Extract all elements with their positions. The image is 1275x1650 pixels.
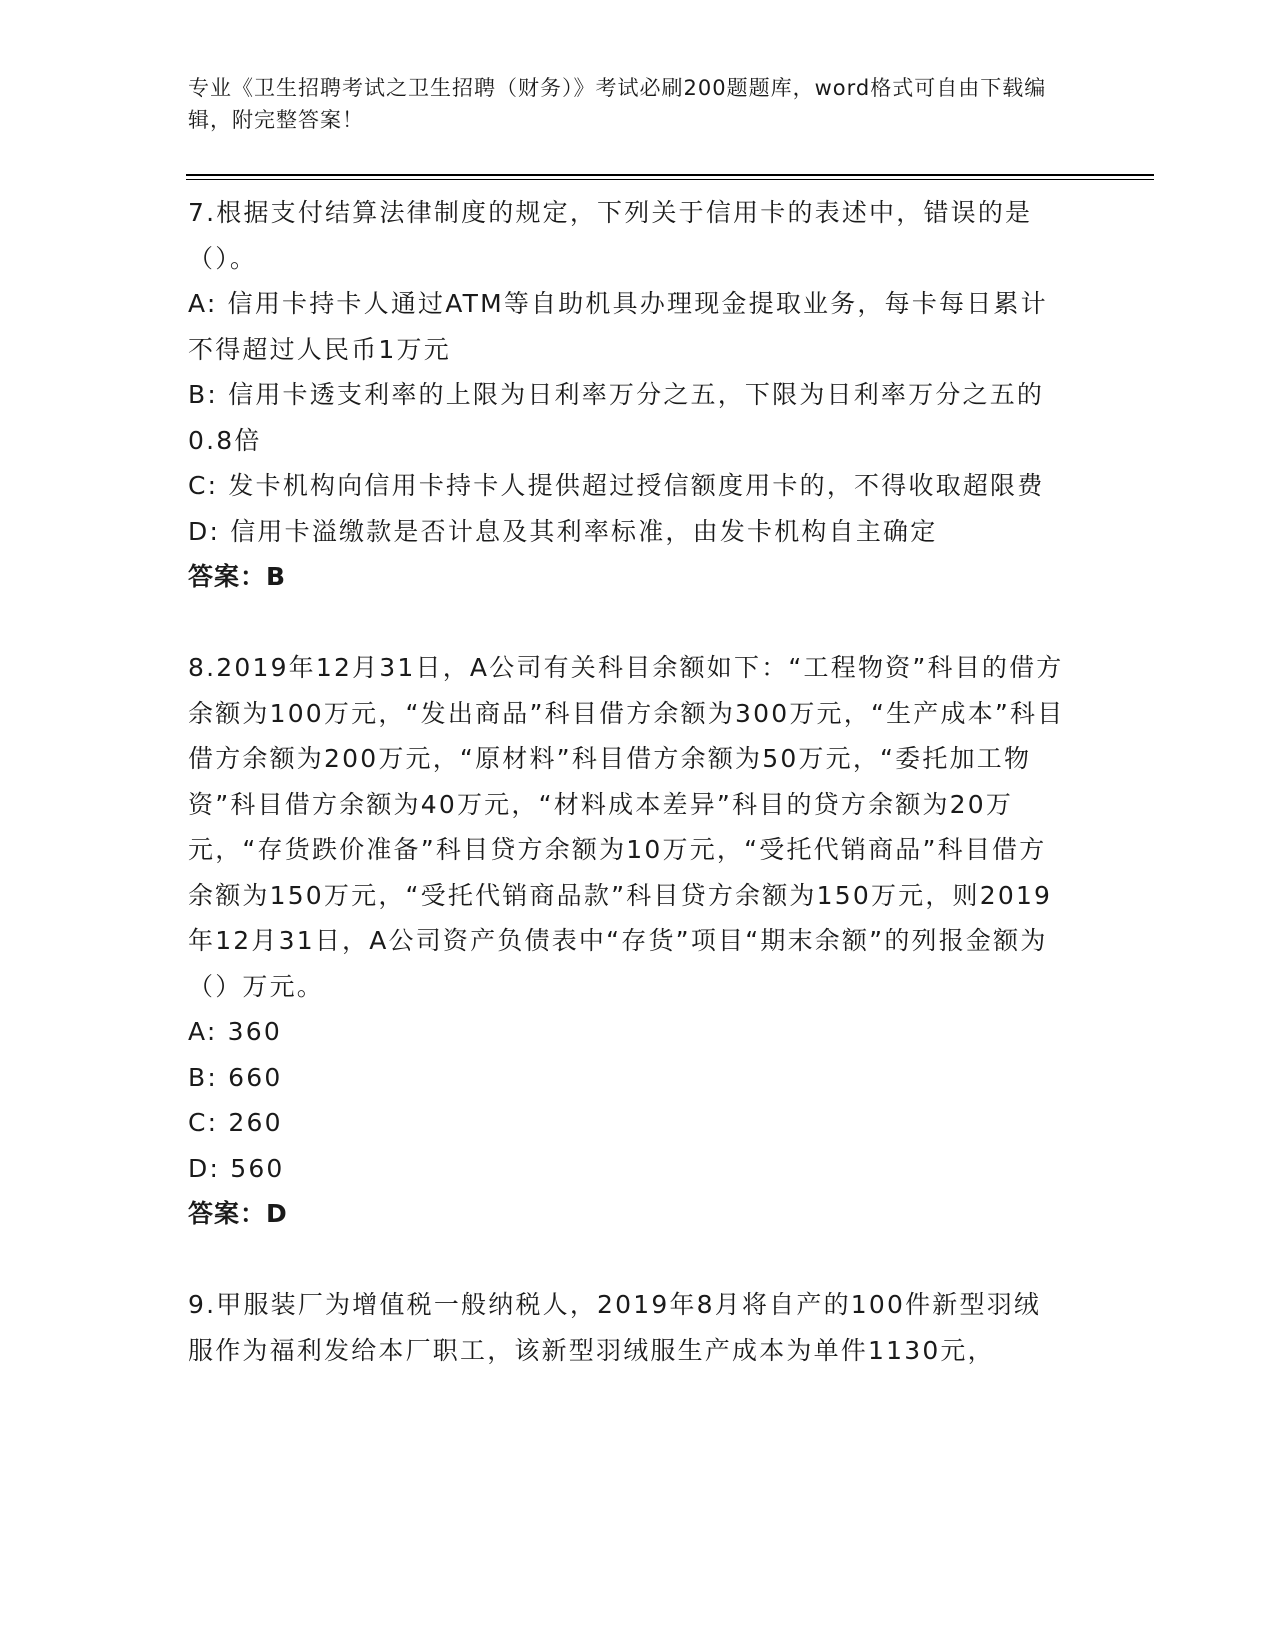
question-stem: 9.甲服装厂为增值税一般纳税人，2019年8月将自产的100件新型羽绒服作为福利发给本厂职工，该新型羽绒服生产成本为单件1130元， [188,1290,1042,1365]
page-header [188,72,1068,136]
option-a: A: 360 [188,1017,282,1046]
document-title: 专业《卫生招聘考试之卫生招聘（财务）》考试必刷200题题库，word格式可自由下载编辑，附完整答案！ [188,76,1047,132]
option-c: C: 260 [188,1108,283,1137]
option-d: D: 560 [188,1153,285,1183]
question-list [188,190,1068,1373]
question-stem: 7.根据支付结算法律制度的规定，下列关于信用卡的表述中，错误的是（）。 [188,198,1033,273]
question-8 [188,645,1068,1237]
question-stem: 8.2019年12月31日，A公司有关科目余额如下：“工程物资”科目的借方余额为100万元，“发出商品”科目借方余额为300万元，“生产成本”科目借方余额为200万元，“原材料”科目借方余额为50万元，“委托加工物资”科目借方余额为40万元，“材料成本差异”科目的贷方余额为20万元，“存货跌价准备”科目贷方余额为10万元，“受托代销商品”科目借方余额为150万元，“受托代销商品款”科目贷方余额为150万元，则2019年12月31日，A公司资产负债表中“存货”项目“期末余额”的列报金额为（）万元。 [188,653,1065,1001]
option-b: B: 660 [188,1062,283,1092]
question-9 [188,1282,1068,1373]
question-gap [188,1237,1068,1283]
question-gap [188,600,1068,646]
header-divider [186,174,1154,180]
option-c: C: 发卡机构向信用卡持卡人提供超过授信额度用卡的，不得收取超限费 [188,471,1045,500]
option-b: B: 信用卡透支利率的上限为日利率万分之五，下限为日利率万分之五的0.8倍 [188,380,1045,455]
question-7 [188,190,1068,600]
option-a: A: 信用卡持卡人通过ATM等自助机具办理现金提取业务，每卡每日累计不得超过人民币1万元 [188,289,1048,364]
option-d: D: 信用卡溢缴款是否计息及其利率标准，由发卡机构自主确定 [188,516,938,546]
answer-label: 答案：B [188,562,287,591]
answer-label: 答案：D [188,1199,288,1228]
